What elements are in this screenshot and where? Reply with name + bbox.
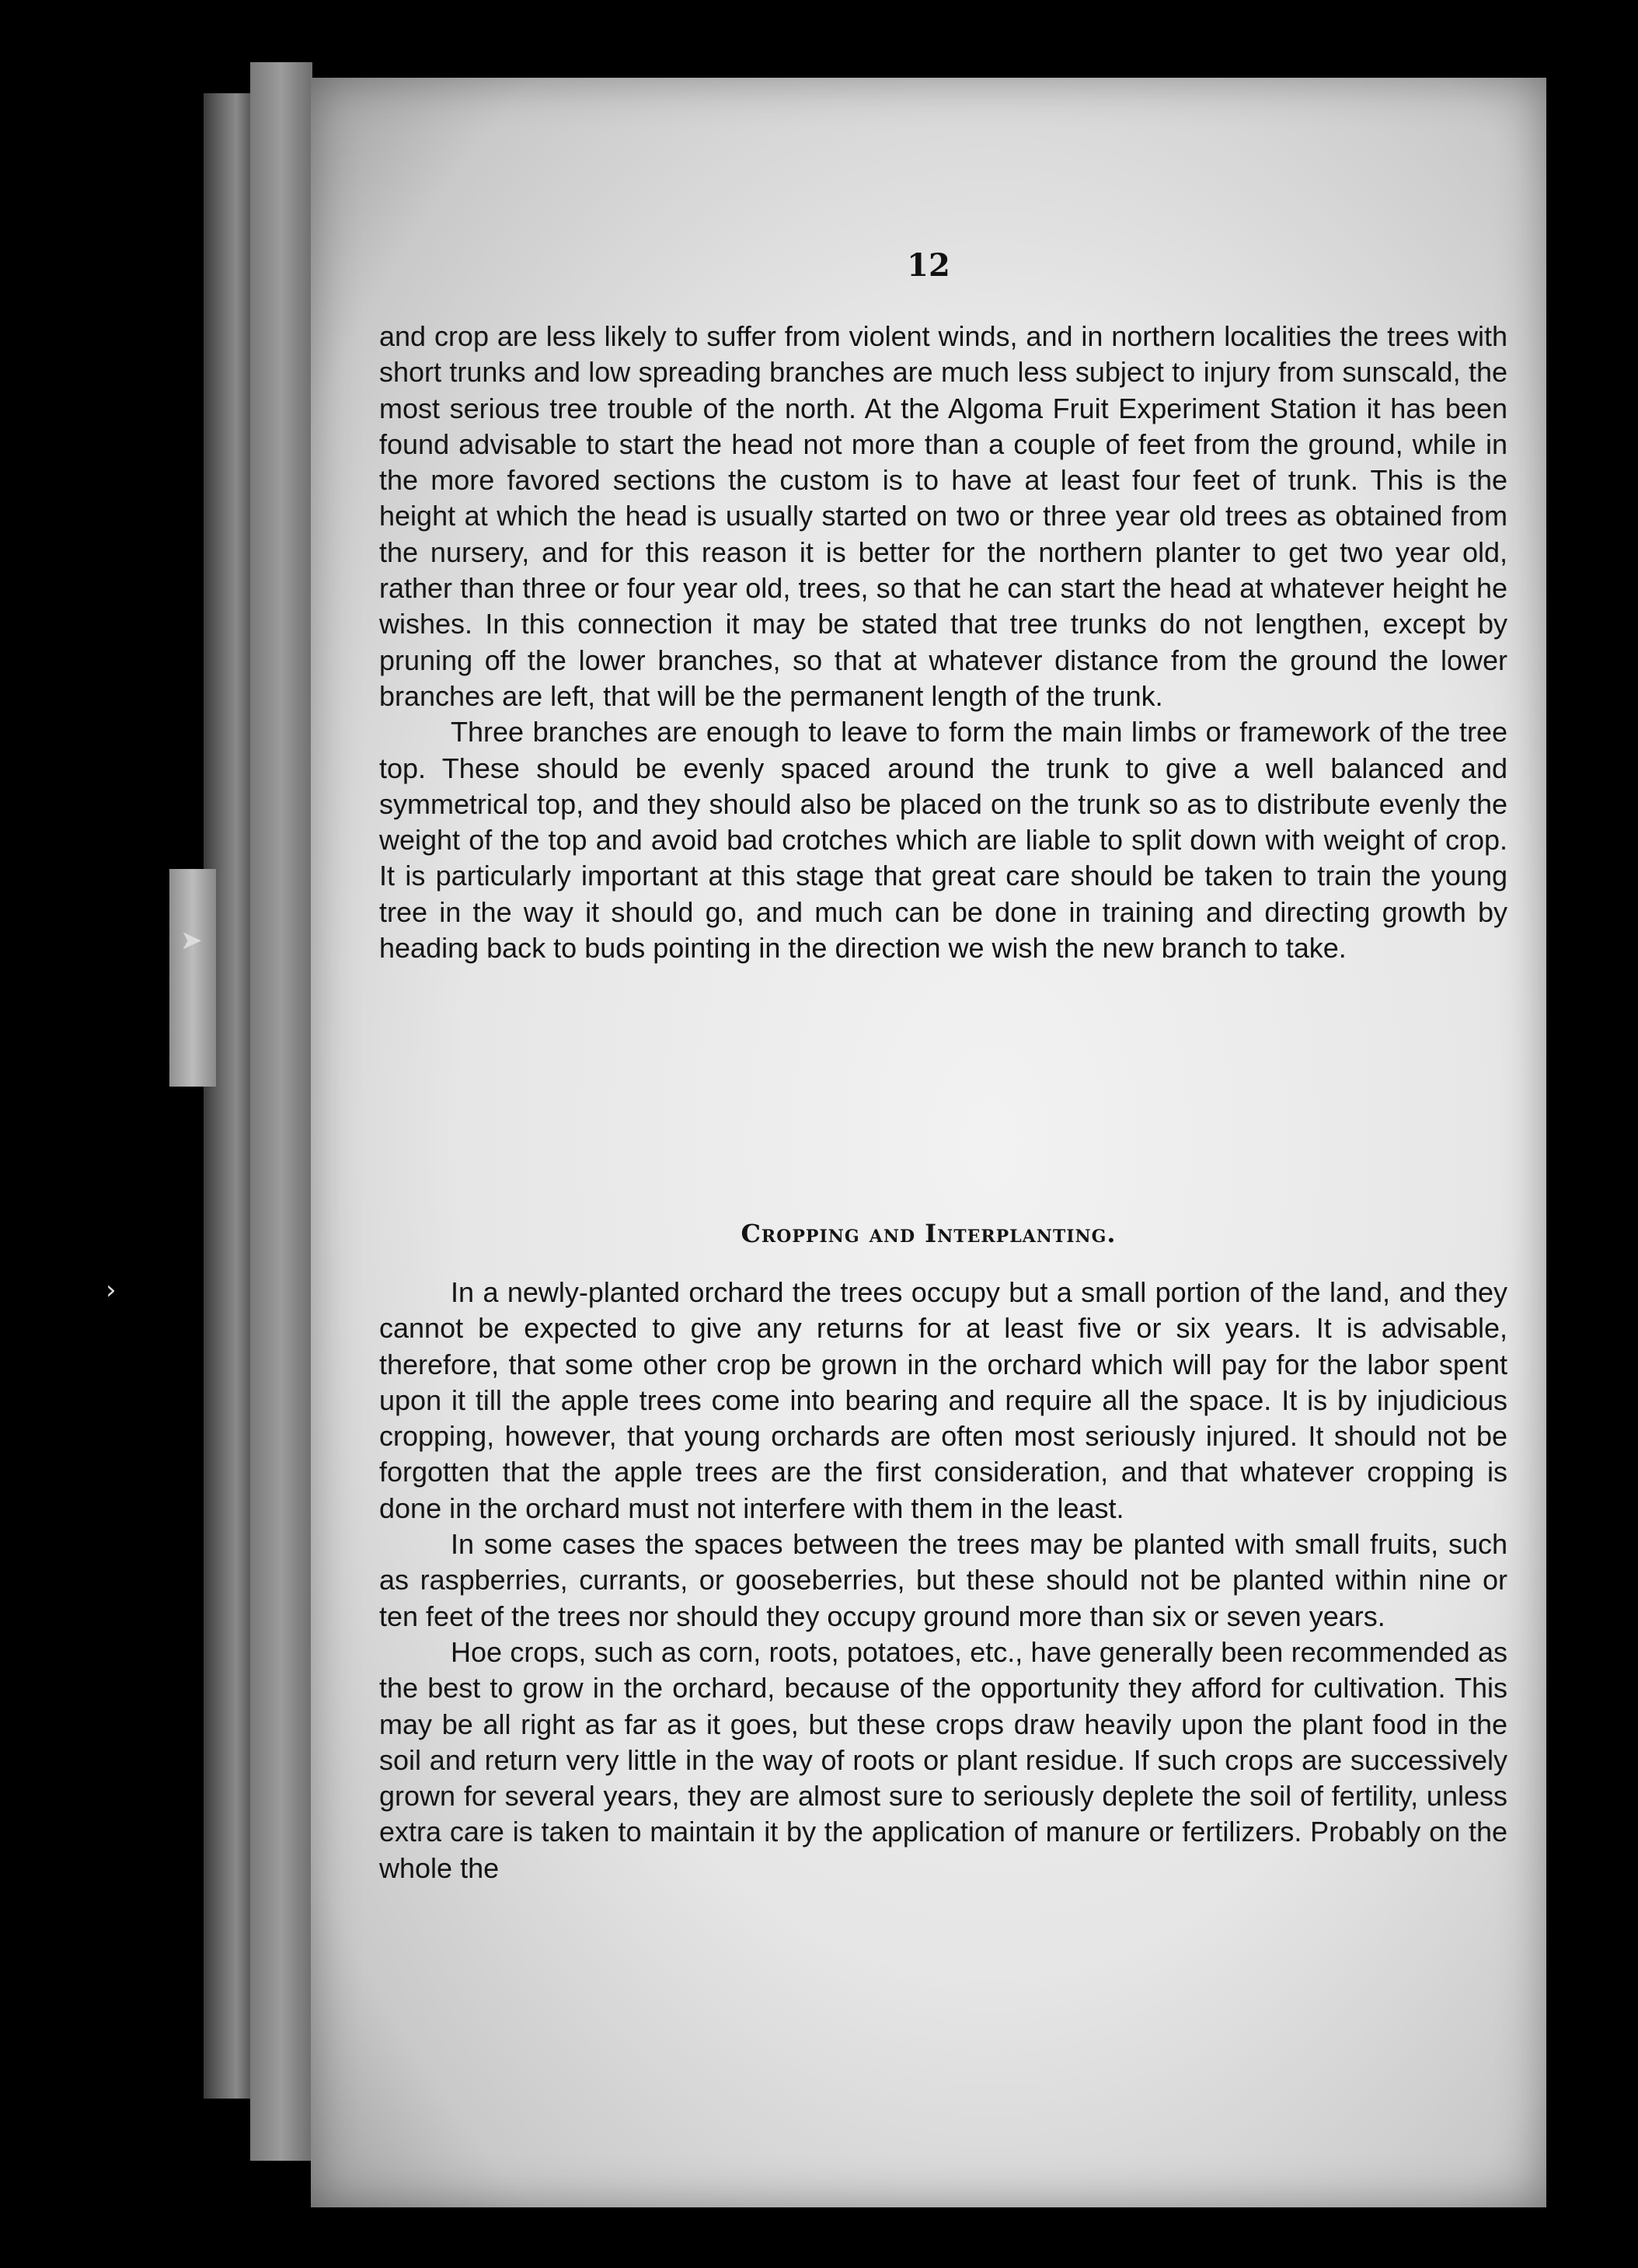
paragraph: Hoe crops, such as corn, roots, potatoes, etc., have generally been recommended as the best to grow in the orchard, because of the opportunity they afford for cultivation. This may be all right as far as it goes, but these crops draw heavily upon the plant food in the soil and return very little in the way of roots or plant residue. If such crops are successively grown for several years, they are almost sure to seriously deplete the soil of fertility, unless extra care is taken to maintain it by the application of manure or fertilizers. Probably on the whole the <box>379 1635 1507 1884</box>
book-spine-edge <box>204 93 250 2099</box>
edge-mark-chevron-icon: › <box>106 1275 117 1306</box>
page-number: 12 <box>907 247 950 284</box>
paragraph: In some cases the spaces between the trees may be planted with small fruits, such as raspberries, currants, or gooseberries, but these should not be planted within nine or ten feet of the trees nor should they occupy ground more than six or seven years. <box>379 1528 1507 1632</box>
edge-mark-arrow-icon: ➤ <box>180 925 203 956</box>
section-heading: Cropping and Interplanting. <box>741 1219 1117 1248</box>
paragraph: and crop are less likely to suffer from violent winds, and in northern localities the trees with short trunks and low spreading branches are much less subject to injury from sunscald, the most serious tree trouble of the north. At the Algoma Fruit Experiment Station it has been found advisable to start the head not more than a couple of feet from the ground, while in the more favored sections the custom is to have at least four feet of trunk. This is the height at which the head is usually started on two or three year old trees as obtained from the nursery, and for this reason it is better for the northern planter to get two year old, rather than three or four year old, trees, so that he can start the head at whatever height he wishes. In this connection it may be stated that tree trunks do not lengthen, except by pruning off the lower branches, so that at whatever distance from the ground the lower branches are left, that will be the permanent length of the trunk. <box>379 320 1507 712</box>
body-text-section-2 <box>379 1275 1507 1886</box>
bookmark-ribbon <box>169 869 216 1087</box>
paragraph: Three branches are enough to leave to form the main limbs or framework of the tree top. These should be evenly spaced around the trunk to give a well balanced and symmetrical top, and they should also be placed on the trunk so as to distribute evenly the weight of the top and avoid bad crotches which are liable to split down with weight of crop. It is particularly important at this stage that great care should be taken to train the young tree in the way it should go, and much can be done in training and directing growth by heading back to buds pointing in the direction we wish the new branch to take. <box>379 716 1507 965</box>
paragraph: In a newly-planted orchard the trees occupy but a small portion of the land, and they cannot be expected to give any returns for at least five or six years. It is advisable, therefore, that some other crop be grown in the orchard which will pay for the labor spent upon it till the apple trees come into bearing and require all the space. It is by injudicious cropping, however, that young orchards are often most seriously injured. It should not be forgotten that the apple trees are the first consideration, and that whatever cropping is done in the orchard must not interfere with them in the least. <box>379 1276 1507 1524</box>
book-page <box>311 78 1546 2207</box>
body-text-section-1 <box>379 319 1507 966</box>
page-stack-edge <box>250 62 312 2161</box>
